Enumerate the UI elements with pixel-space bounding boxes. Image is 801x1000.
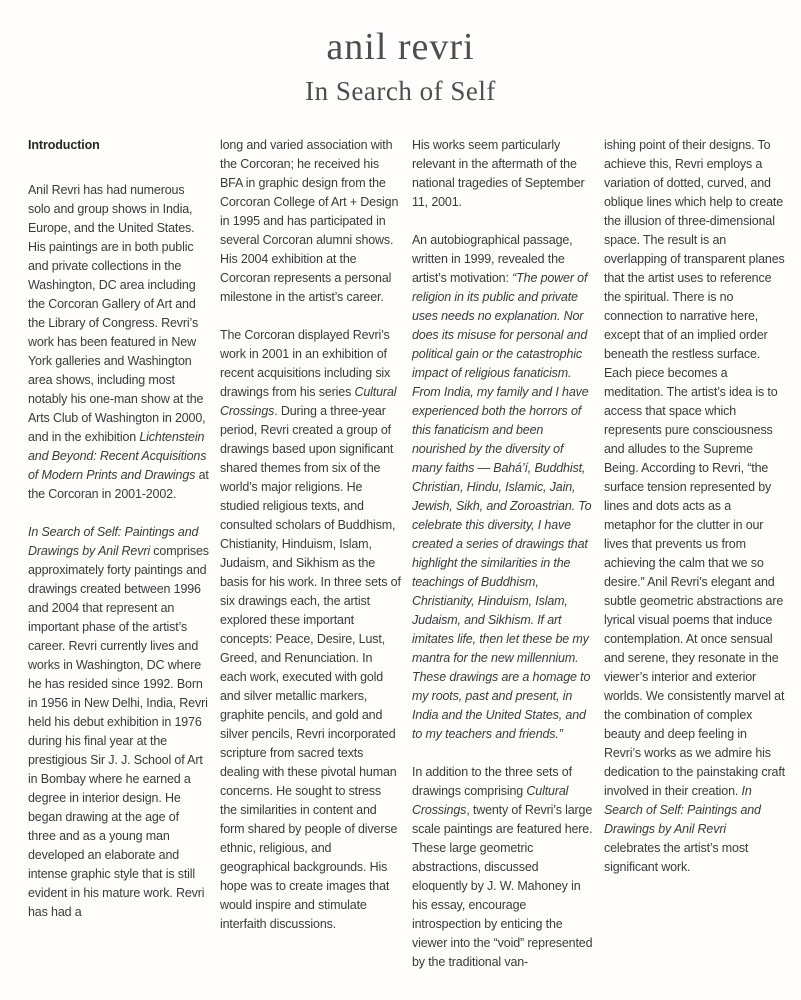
paragraph bbox=[28, 523, 209, 922]
text-segment: The Corcoran displayed Revri’s work in 2001 in an exhibition of recent acquisitions including six drawings from his series bbox=[220, 328, 391, 399]
text-columns bbox=[0, 136, 801, 991]
text-segment: long and varied association with the Corcoran; he received his BFA in graphic design from the Corcoran College of Art + Design in 1995 and has participated in several Corcoran alumni shows. His 2004 exhibition at the Corcoran represents a personal milestone in the artist’s career. bbox=[220, 138, 399, 304]
text-segment: An autobiographical passage, written in 1999, revealed the artist’s motivation: bbox=[412, 233, 573, 285]
paragraph bbox=[220, 136, 401, 307]
text-column bbox=[604, 136, 785, 991]
text-segment: , twenty of Revri’s large scale paintings are featured here. These large geometric abstractions, discussed eloquently by J. W. Mahoney in his essay, encourage introspection by enticing the viewer into the “void” represented by the traditional van- bbox=[412, 803, 593, 969]
text-segment: In addition to the three sets of drawings comprising bbox=[412, 765, 572, 798]
text-column bbox=[28, 136, 209, 991]
paragraph bbox=[412, 231, 593, 744]
masthead bbox=[0, 0, 801, 108]
page-title: anil revri bbox=[326, 26, 475, 68]
text-segment: Anil Revri has had numerous solo and group shows in India, Europe, and the United States. His paintings are in both public and private collections in the Washington, DC area including the Corcoran Gallery of Art and the Library of Congress. Revri’s work has been featured in New York galleries and Washington area shows, including most notably his one-man show at the Arts Club of Washington in 2000, and in the exhibition bbox=[28, 183, 206, 444]
text-column bbox=[220, 136, 401, 991]
italic-text-segment: Cultural Crossings bbox=[412, 784, 569, 817]
text-column bbox=[412, 136, 593, 991]
italic-text-segment: Cultural Crossings bbox=[220, 385, 397, 418]
page-subtitle: In Search of Self bbox=[305, 76, 496, 106]
text-segment: at the Corcoran in 2001-2002. bbox=[28, 468, 209, 501]
italic-text-segment: Lichtenstein and Beyond: Recent Acquisitions of Modern Prints and Drawings bbox=[28, 430, 207, 482]
paragraph bbox=[220, 326, 401, 934]
text-segment: celebrates the artist’s most significant work. bbox=[604, 841, 749, 874]
paragraph bbox=[412, 136, 593, 212]
italic-text-segment: In Search of Self: Paintings and Drawings by Anil Revri bbox=[28, 525, 199, 558]
text-segment: His works seem particularly relevant in the aftermath of the national tragedies of September 11, 2001. bbox=[412, 138, 585, 209]
section-heading: Introduction bbox=[28, 138, 100, 152]
text-segment: . During a three-year period, Revri created a group of drawings based upon significant shared themes from six of the world’s major religions. He studied religious texts, and consulted scholars of Buddhism, Chistianity, Hinduism, Islam, Judaism, and Sikhism as the basis for his work. In three sets of six drawings each, the artist explored these important concepts: Peace, Desire, Lust, Greed, and Renunciation. In each work, executed with gold and silver metallic markers, graphite pencils, and gold and silver pencils, Revri incorporated scripture from sacred texts dealing with these pivotal human concerns. He sought to stress the similarities in content and form shared by people of diverse ethnic, religious, and geographical backgrounds. His hope was to create images that would inspire and stimulate interfaith discussions. bbox=[220, 404, 401, 931]
italic-text-segment: In Search of Self: Paintings and Drawings by Anil Revri bbox=[604, 784, 761, 836]
paragraph bbox=[604, 136, 785, 877]
text-segment: comprises approximately forty paintings and drawings created between 1996 and 2004 that represent an important phase of the artist’s career. Revri currently lives and works in Washington, DC where he has resided since 1992. Born in 1956 in New Delhi, India, Revri held his debut exhibition in 1976 during his final year at the prestigious Sir J. J. School of Art in Bombay where he earned a degree in interior design. He began drawing at the age of three and as a young man developed an elaborate and intense graphic style that is still evident in his mature work. Revri has had a bbox=[28, 544, 209, 919]
text-segment: ishing point of their designs. To achieve this, Revri employs a variation of dotted, curved, and oblique lines which help to create the illusion of three-dimensional space. The result is an overlapping of transparent planes that the artist uses to reference the spiritual. There is no connection to narrative here, except that of an implied order beneath the restless surface. Each piece becomes a meditation. The artist’s idea is to access that space which represents pure consciousness and alludes to the Supreme Being. According to Revri, “the surface tension represented by lines and dots acts as a metaphor for the clutter in our lives that prevents us from achieving the calm that we so desire.” Anil Revri’s elegant and subtle geometric abstractions are lyrical visual poems that induce contemplation. At once sensual and serene, they resonate in the viewer’s interior and exterior worlds. We consistently marvel at the combination of complex beauty and deep feeling in Revri’s works as we admire his dedication to the painstaking craft involved in their creation. bbox=[604, 138, 785, 798]
paragraph bbox=[28, 181, 209, 504]
paragraph bbox=[412, 763, 593, 972]
italic-text-segment: “The power of religion in its public and private uses needs no explanation. Nor does its misuse for personal and political gain or the catastrophic impact of religious fanaticism. From India, my family and I have experienced both the horrors of this fanaticism and been nourished by the diversity of many faiths — Bahá’í, Buddhist, Christian, Hindu, Islamic, Jain, Jewish, Sikh, and Zoroastrian. To celebrate this diversity, I have created a series of drawings that highlight the similarities in the teachings of Buddhism, Christianity, Hinduism, Islam, Judaism, and Sikhism. If art imitates life, then let these be my mantra for the new millennium. These drawings are a homage to my roots, past and present, in India and the United States, and to my teachers and friends.” bbox=[412, 271, 592, 741]
